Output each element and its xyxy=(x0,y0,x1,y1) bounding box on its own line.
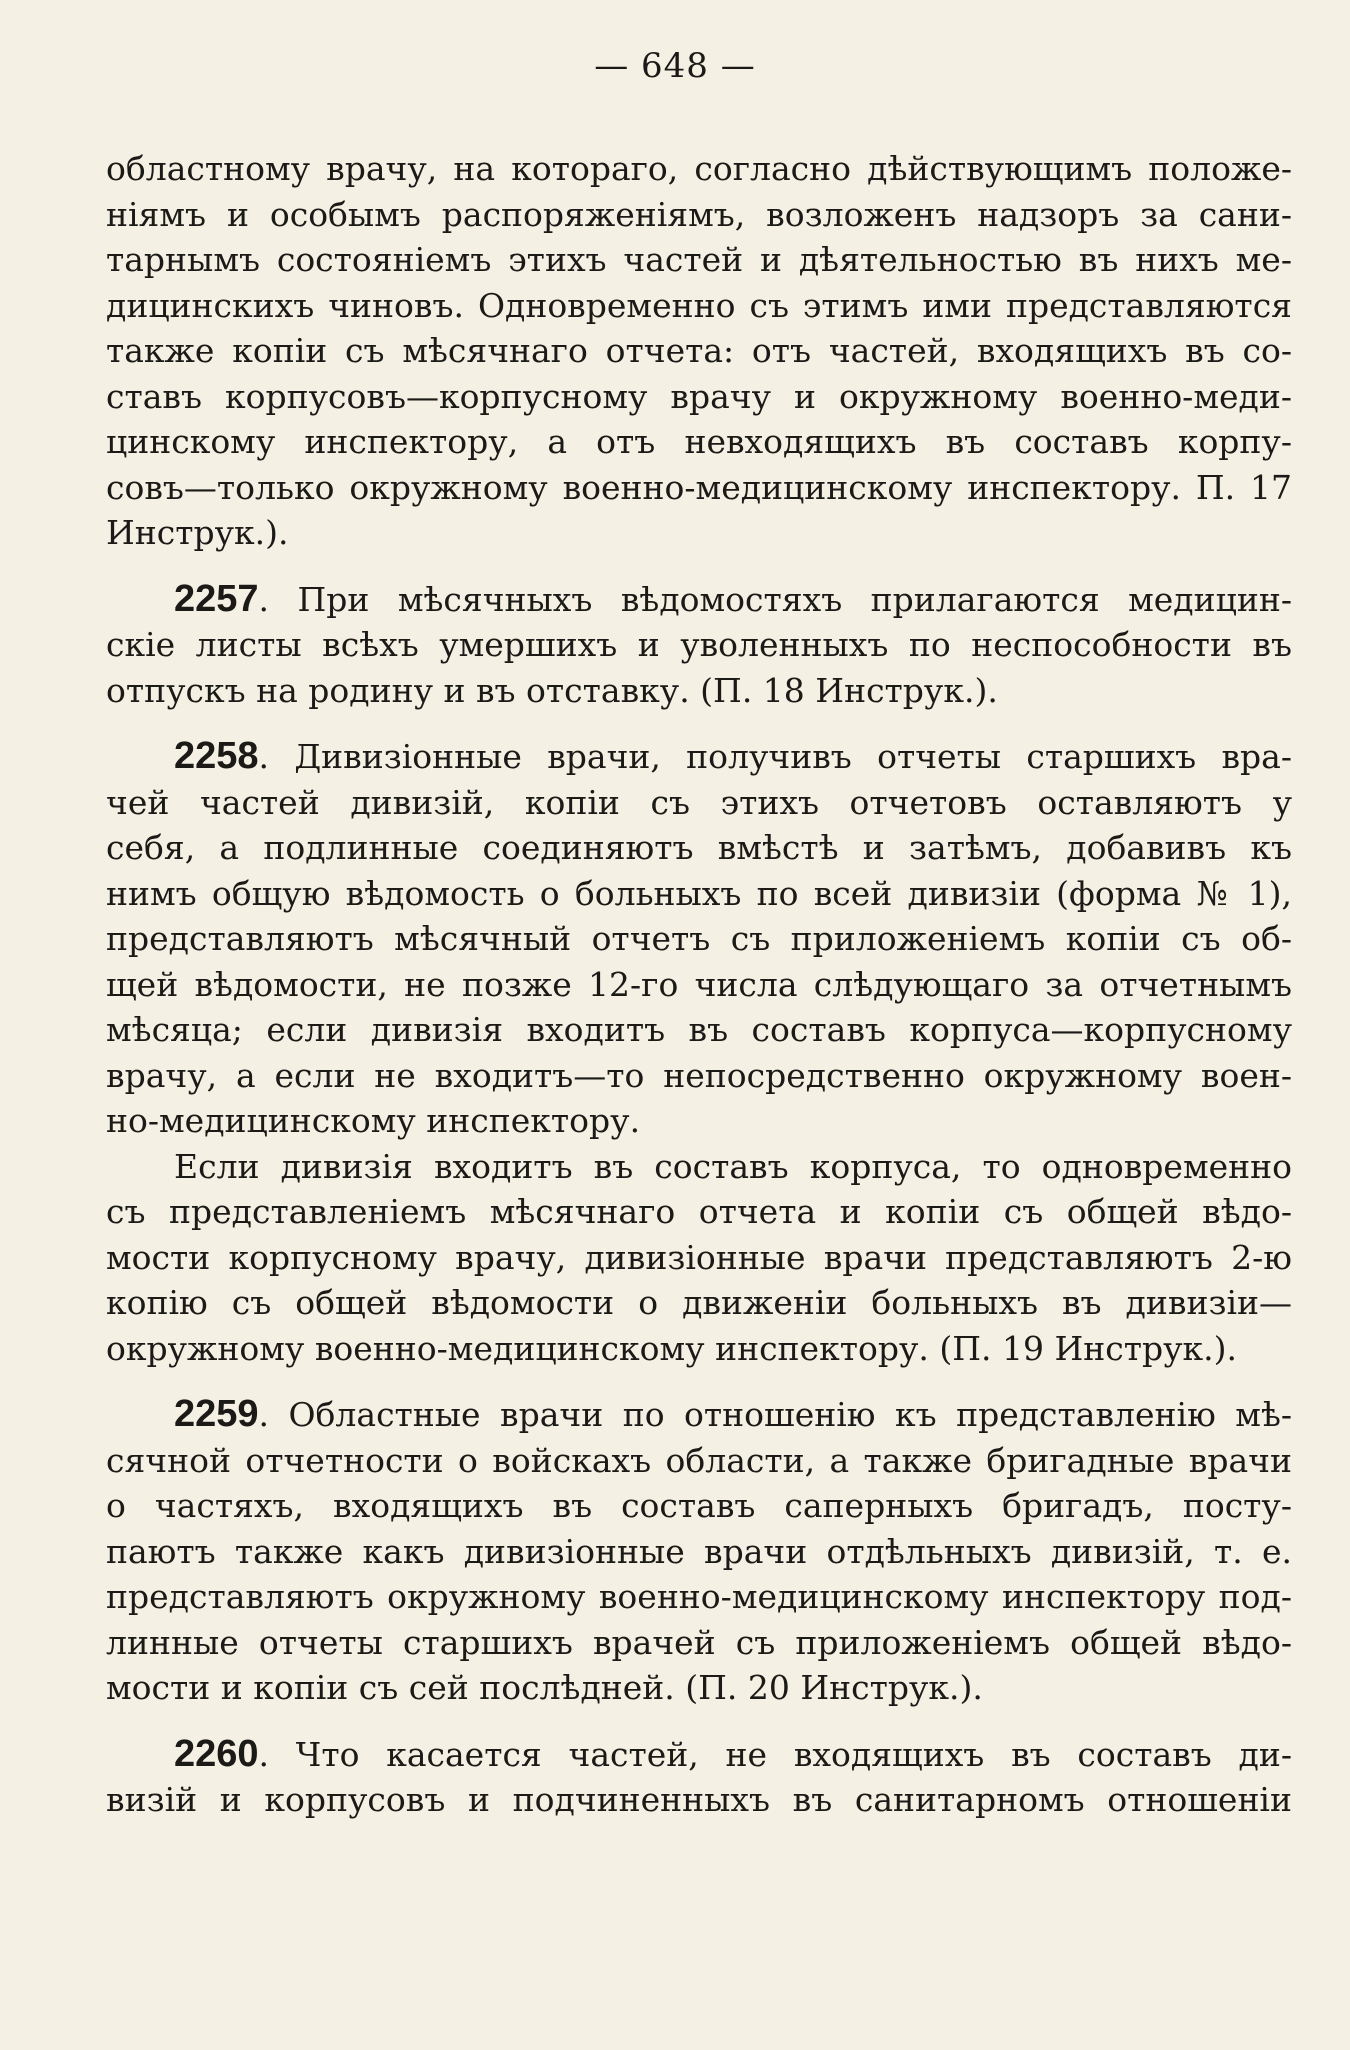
text-line: но-медицинскому инспектору. xyxy=(106,1101,641,1140)
text-line: цинскому инспектору, а отъ невходящихъ въ составъ корпу- xyxy=(106,422,1292,461)
article-text: . Дивизіонные врачи, получивъ отчеты старшихъ вра- xyxy=(258,737,1292,776)
text-line: копію съ общей вѣдомости о движеніи больныхъ въ дивизіи— xyxy=(106,1283,1292,1322)
text-line xyxy=(106,1732,1292,1778)
text-line: Если дивизія входитъ въ составъ корпуса, то одновременно xyxy=(174,1146,1292,1186)
text-line: Инструк.). xyxy=(106,513,289,552)
text-line: скіе листы всѣхъ умершихъ и уволенныхъ по неспособности въ xyxy=(106,625,1292,664)
paragraph-2258-continued xyxy=(106,1144,1292,1372)
text-line: о частяхъ, входящихъ въ составъ саперныхъ бригадъ, посту- xyxy=(106,1486,1292,1525)
text-line: себя, а подлинные соединяютъ вмѣстѣ и затѣмъ, добавивъ къ xyxy=(106,828,1292,867)
article-text: . При мѣсячныхъ вѣдомостяхъ прилагаются медицин- xyxy=(258,579,1292,619)
text-line: мости и копіи съ сей послѣдней. (П. 20 Инструк.). xyxy=(106,1668,983,1707)
paragraph-continuation xyxy=(106,146,1292,556)
text-line: нимъ общую вѣдомость о больныхъ по всей дивизіи (форма № 1), xyxy=(106,873,1292,913)
text-line: также копіи съ мѣсячнаго отчета: отъ частей, входящихъ въ со- xyxy=(106,331,1292,370)
text-line: ставъ корпусовъ—корпусному врачу и окружному военно-меди- xyxy=(106,376,1292,416)
article-number: 2258 xyxy=(174,735,259,777)
text-line: линные отчеты старшихъ врачей съ приложеніемъ общей вѣдо- xyxy=(106,1622,1292,1662)
page-number: — 648 — xyxy=(594,46,756,86)
text-line: паютъ также какъ дивизіонные врачи отдѣльныхъ дивизій, т. е. xyxy=(106,1531,1292,1571)
text-line xyxy=(106,1392,1292,1438)
text-line: съ представленіемъ мѣсячнаго отчета и копіи съ общей вѣдо- xyxy=(106,1192,1292,1231)
article-2259 xyxy=(106,1392,1292,1711)
article-text: . Что касается частей, не входящихъ въ составъ ди- xyxy=(258,1734,1292,1774)
text-line: щей вѣдомости, не позже 12-го числа слѣдующаго за отчетнымъ xyxy=(106,964,1292,1004)
text-line: представляютъ мѣсячный отчетъ съ приложеніемъ копіи съ об- xyxy=(106,919,1292,958)
text-line: дицинскихъ чиновъ. Одновременно съ этимъ ими представляются xyxy=(106,285,1292,325)
article-number: 2260 xyxy=(174,1732,259,1775)
text-line: окружному военно-медицинскому инспектору. (П. 19 Инструк.). xyxy=(106,1328,1237,1368)
text-line: сячной отчетности о войскахъ области, а также бригадные врачи xyxy=(106,1440,1292,1480)
text-line: отпускъ на родину и въ отставку. (П. 18 Инструк.). xyxy=(106,670,998,710)
text-line: ніямъ и особымъ распоряженіямъ, возложенъ надзоръ за сани- xyxy=(106,194,1292,234)
text-line: мѣсяца; если дивизія входитъ въ составъ корпуса—корпусному xyxy=(106,1010,1292,1049)
text-line: чей частей дивизій, копіи съ этихъ отчетовъ оставляютъ у xyxy=(106,782,1292,822)
text-line xyxy=(106,734,1292,780)
text-line: врачу, а если не входитъ—то непосредственно окружному воен- xyxy=(106,1055,1292,1095)
article-text: . Областные врачи по отношенію къ представленію мѣ- xyxy=(258,1395,1292,1434)
article-2260 xyxy=(106,1732,1292,1823)
text-line: тарнымъ состояніемъ этихъ частей и дѣятельностью въ нихъ ме- xyxy=(106,240,1292,279)
text-line: совъ—только окружному военно-медицинскому инспектору. П. 17 xyxy=(106,467,1292,507)
text-line: мости корпусному врачу, дивизіонные врачи представляютъ 2-ю xyxy=(106,1237,1292,1277)
text-line xyxy=(106,577,1292,623)
text-line: областному врачу, на котораго, согласно дѣйствующимъ положе- xyxy=(106,149,1292,188)
article-2257 xyxy=(106,577,1292,714)
text-line: представляютъ окружному военно-медицинскому инспектору под- xyxy=(106,1577,1292,1616)
article-2258 xyxy=(106,734,1292,1144)
text-body xyxy=(106,146,1292,1823)
text-line: визій и корпусовъ и подчиненныхъ въ санитарномъ отношеніи xyxy=(106,1780,1292,1819)
article-number: 2259 xyxy=(174,1393,259,1435)
article-number: 2257 xyxy=(174,577,259,620)
